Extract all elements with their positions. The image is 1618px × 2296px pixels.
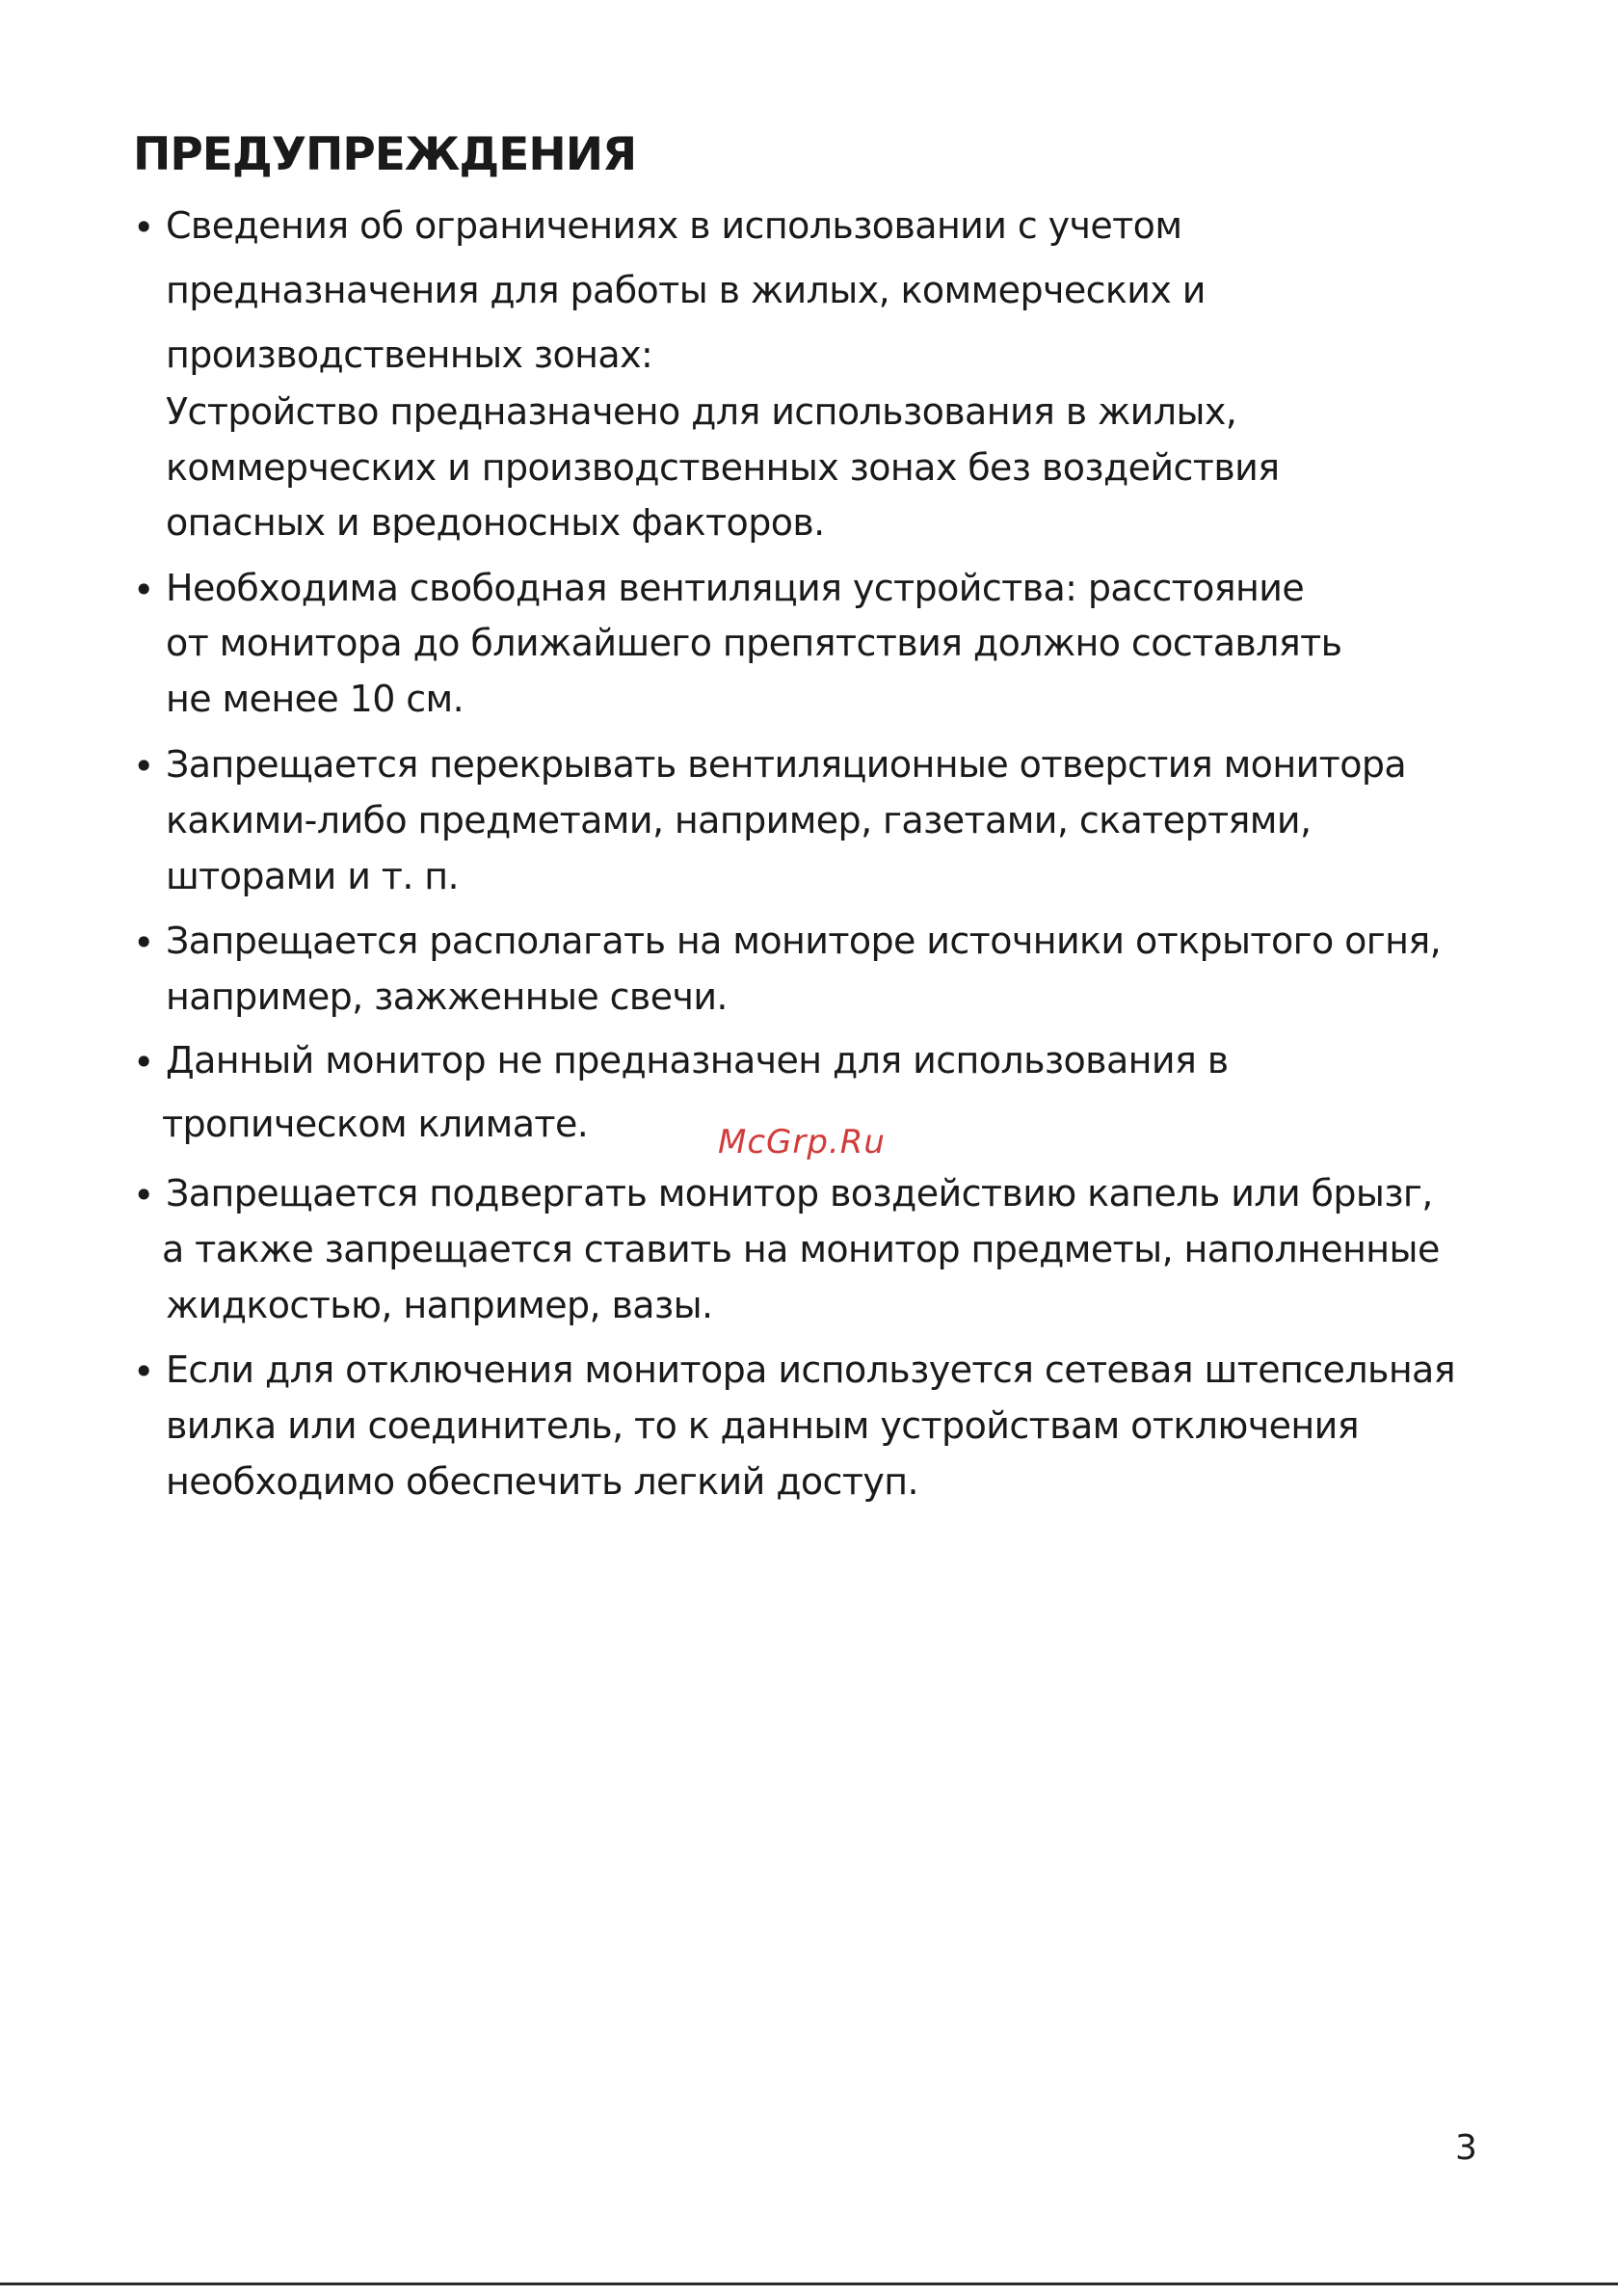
warning-item-7-line-2: вилка или соединитель, то к данным устройствам отключения [166,1404,1360,1447]
warning-item-1-line-2: предназначения для работы в жилых, коммерческих и [166,269,1206,311]
warning-item-1-line-1: Сведения об ограничениях в использовании с учетом [166,204,1182,247]
bullet-icon: • [133,1174,154,1216]
warning-item-4-line-2: например, зажженные свечи. [166,975,728,1018]
warning-item-7-line-1: Если для отключения монитора используется сетевая штепсельная [166,1348,1456,1391]
bottom-rule [0,2283,1618,2285]
warning-item-7-line-3: необходимо обеспечить легкий доступ. [166,1460,918,1503]
bullet-icon: • [133,1041,154,1083]
warning-item-1-line-6: опасных и вредоносных факторов. [166,501,825,544]
bullet-icon: • [133,569,154,611]
warning-item-1-line-4: Устройство предназначено для использования в жилых, [166,390,1237,433]
warning-item-3-line-2: какими-либо предметами, например, газетами, скатертями, [166,799,1312,841]
page-number: 3 [1455,2128,1477,2168]
page-heading: ПРЕДУПРЕЖДЕНИЯ [133,128,637,181]
warning-item-6-line-2: а также запрещается ставить на монитор предметы, наполненные [162,1228,1440,1270]
bullet-icon: • [133,206,154,249]
warning-item-2-line-2: от монитора до ближайшего препятствия должно составлять [166,622,1342,664]
warning-item-5-line-2: тропическом климате. [162,1103,589,1145]
warning-item-2-line-3: не менее 10 см. [166,678,464,720]
bullet-icon: • [133,1350,154,1393]
warning-item-6-line-3: жидкостью, например, вазы. [166,1284,713,1326]
warning-item-2-line-1: Необходима свободная вентиляция устройства: расстояние [166,567,1305,609]
warning-item-5-line-1: Данный монитор не предназначен для использования в [166,1039,1229,1081]
warning-item-1-line-5: коммерческих и производственных зонах без воздействия [166,446,1280,489]
warning-item-3-line-3: шторами и т. п. [166,855,459,897]
warning-item-1-line-3: производственных зонах: [166,334,653,376]
warning-item-3-line-1: Запрещается перекрывать вентиляционные отверстия монитора [166,743,1407,786]
bullet-icon: • [133,745,154,788]
warning-item-6-line-1: Запрещается подвергать монитор воздействию капель или брызг, [166,1172,1433,1215]
bullet-icon: • [133,921,154,964]
warning-item-4-line-1: Запрещается располагать на мониторе источники открытого огня, [166,920,1442,962]
watermark: McGrp.Ru [718,1123,886,1161]
